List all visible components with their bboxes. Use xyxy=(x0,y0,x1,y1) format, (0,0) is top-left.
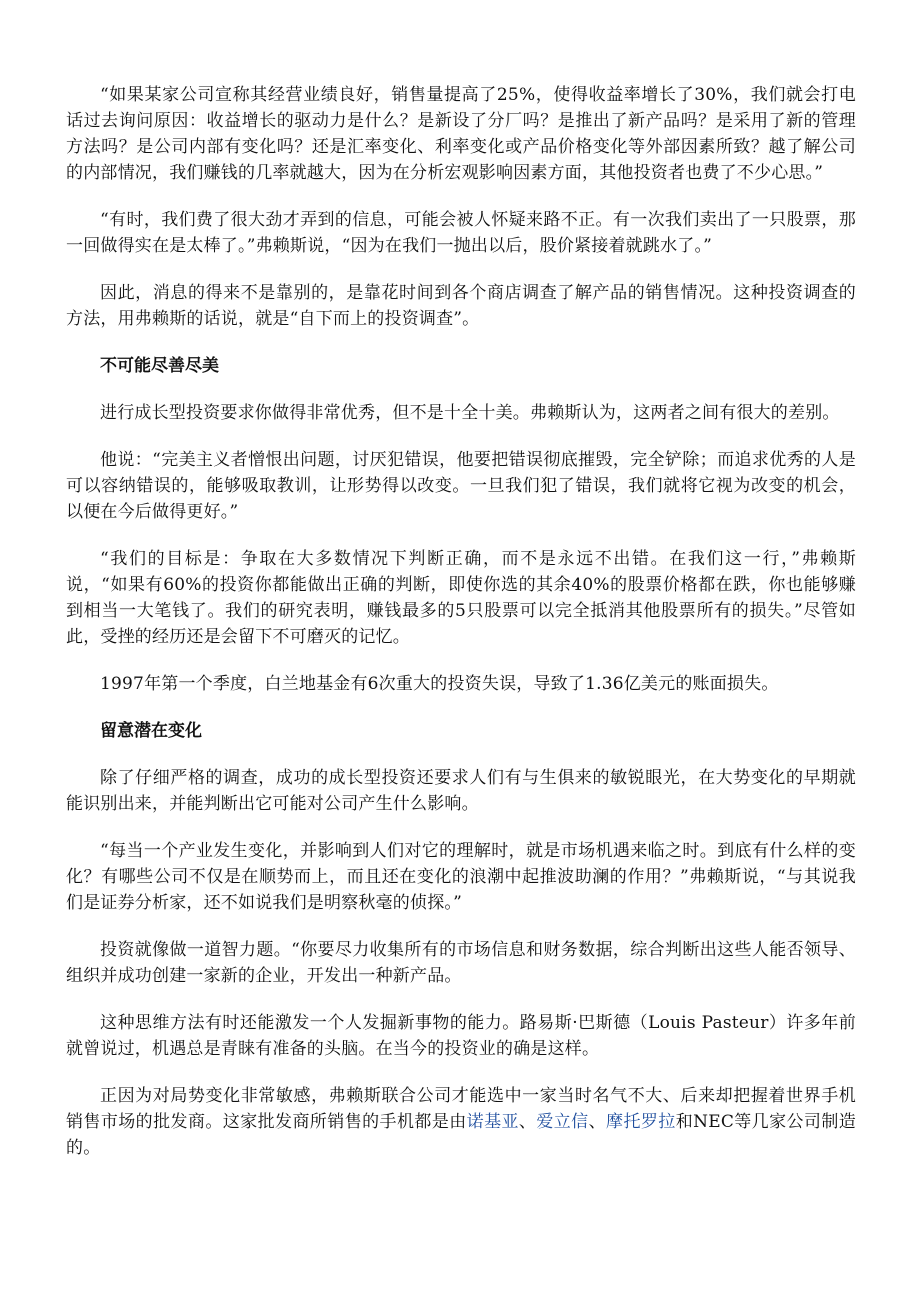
paragraph: 投资就像做一道智力题。“你要尽力收集所有的市场信息和财务数据，综合判断出这些人能否领导、组织并成功创建一家新的企业，开发出一种新产品。 xyxy=(66,940,856,986)
link-ericsson[interactable]: 爱立信 xyxy=(536,1112,589,1132)
section-heading: 不可能尽善尽美 xyxy=(100,356,219,376)
link-motorola[interactable]: 摩托罗拉 xyxy=(606,1112,676,1132)
paragraph: “我们的目标是：争取在大多数情况下判断正确，而不是永远不出错。在我们这一行，”弗赖斯说，“如果有60%的投资你都能做出正确的判断，即使你选的其余40%的股票价格都在跌，你也能够赚到相当一大笔钱了。我们的研究表明，赚钱最多的5只股票可以完全抵消其他股票所有的损失。”尽管如此，受挫的经历还是会留下不可磨灭的记忆。 xyxy=(66,549,856,647)
paragraph: 进行成长型投资要求你做得非常优秀，但不是十全十美。弗赖斯认为，这两者之间有很大的差别。 xyxy=(100,403,840,423)
separator: 、 xyxy=(518,1112,537,1132)
link-nokia[interactable]: 诺基亚 xyxy=(466,1112,519,1132)
paragraph: 除了仔细严格的调查，成功的成长型投资还要求人们有与生俱来的敏锐眼光，在大势变化的早期就能识别出来，并能判断出它可能对公司产生什么影响。 xyxy=(66,768,856,814)
paragraph: 因此，消息的得来不是靠别的，是靠花时间到各个商店调查了解产品的销售情况。这种投资调查的方法，用弗赖斯的话说，就是“自下而上的投资调查”。 xyxy=(66,283,856,329)
section-heading: 留意潜在变化 xyxy=(100,721,202,741)
document-body xyxy=(66,82,856,1182)
paragraph-text: 和NEC等几家公司制造的。 xyxy=(66,1112,856,1158)
paragraph: 这种思维方法有时还能激发一个人发掘新事物的能力。路易斯·巴斯德（Louis Pasteur）许多年前就曾说过，机遇总是青睐有准备的头脑。在当今的投资业的确是这样。 xyxy=(66,1013,856,1059)
paragraph: 1997年第一个季度，白兰地基金有6次重大的投资失误，导致了1.36亿美元的账面损失。 xyxy=(100,674,779,694)
paragraph: “每当一个产业发生变化，并影响到人们对它的理解时，就是市场机遇来临之时。到底有什么样的变化？有哪些公司不仅是在顺势而上，而且还在变化的浪潮中起推波助澜的作用？”弗赖斯说，“与其说我们是证券分析家，还不如说我们是明察秋毫的侦探。” xyxy=(66,841,856,913)
paragraph: “有时，我们费了很大劲才弄到的信息，可能会被人怀疑来路不正。有一次我们卖出了一只股票，那一回做得实在是太棒了。”弗赖斯说，“因为在我们一抛出以后，股价紧接着就跳水了。” xyxy=(66,210,856,256)
paragraph: “如果某家公司宣称其经营业绩良好，销售量提高了25%，使得收益率增长了30%，我们就会打电话过去询问原因：收益增长的驱动力是什么？是新设了分厂吗？是推出了新产品吗？是采用了新的管理方法吗？是公司内部有变化吗？还是汇率变化、利率变化或产品价格变化等外部因素所致？越了解公司的内部情况，我们赚钱的几率就越大，因为在分析宏观影响因素方面，其他投资者也费了不少心思。” xyxy=(66,85,856,183)
paragraph: 他说：“完美主义者憎恨出问题，讨厌犯错误，他要把错误彻底摧毁，完全铲除；而追求优秀的人是可以容纳错误的，能够吸取教训，让形势得以改变。一旦我们犯了错误，我们就将它视为改变的机会，以便在今后做得更好。” xyxy=(66,450,856,522)
paragraph-text: 正因为对局势变化非常敏感，弗赖斯联合公司才能选中一家当时名气不大、后来却把握着世界手机销售市场的批发商。这家批发商所销售的手机都是由 xyxy=(66,1086,856,1132)
separator: 、 xyxy=(588,1112,607,1132)
paragraph-with-links xyxy=(66,1083,856,1161)
